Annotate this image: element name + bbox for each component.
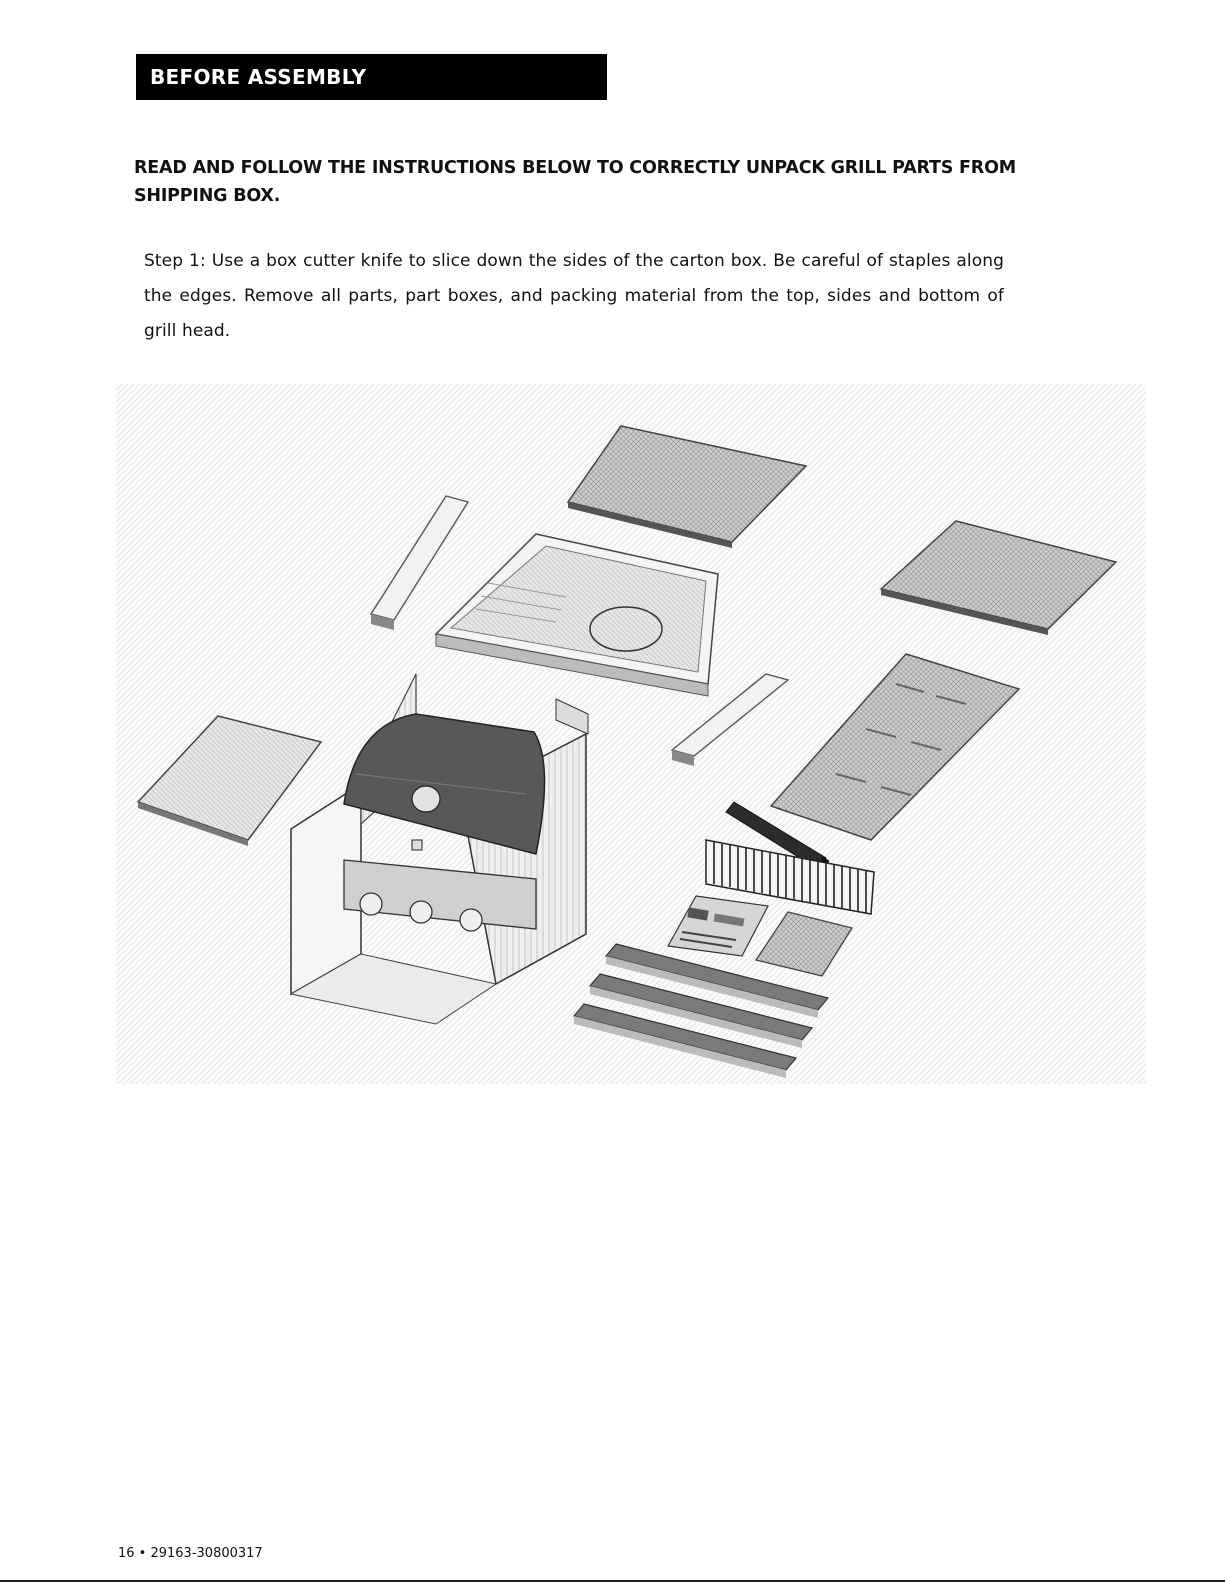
- grill-parts-illustration: [116, 384, 1146, 1084]
- step-1-text: Step 1: Use a box cutter knife to slice down the sides of the carton box. Be careful of staples along the edges. Remove all parts, part boxes, and packing material from the top, sides and bottom of grill head.: [144, 251, 1004, 341]
- bottom-rule: [0, 1580, 1225, 1582]
- page-footer: 16 • 29163-30800317: [118, 1546, 263, 1561]
- section-title: BEFORE ASSEMBLY: [150, 65, 367, 89]
- section-title-bar: [136, 54, 607, 100]
- instruction-heading: READ AND FOLLOW THE INSTRUCTIONS BELOW TO CORRECTLY UNPACK GRILL PARTS FROM SHIPPING BOX.: [134, 158, 1016, 206]
